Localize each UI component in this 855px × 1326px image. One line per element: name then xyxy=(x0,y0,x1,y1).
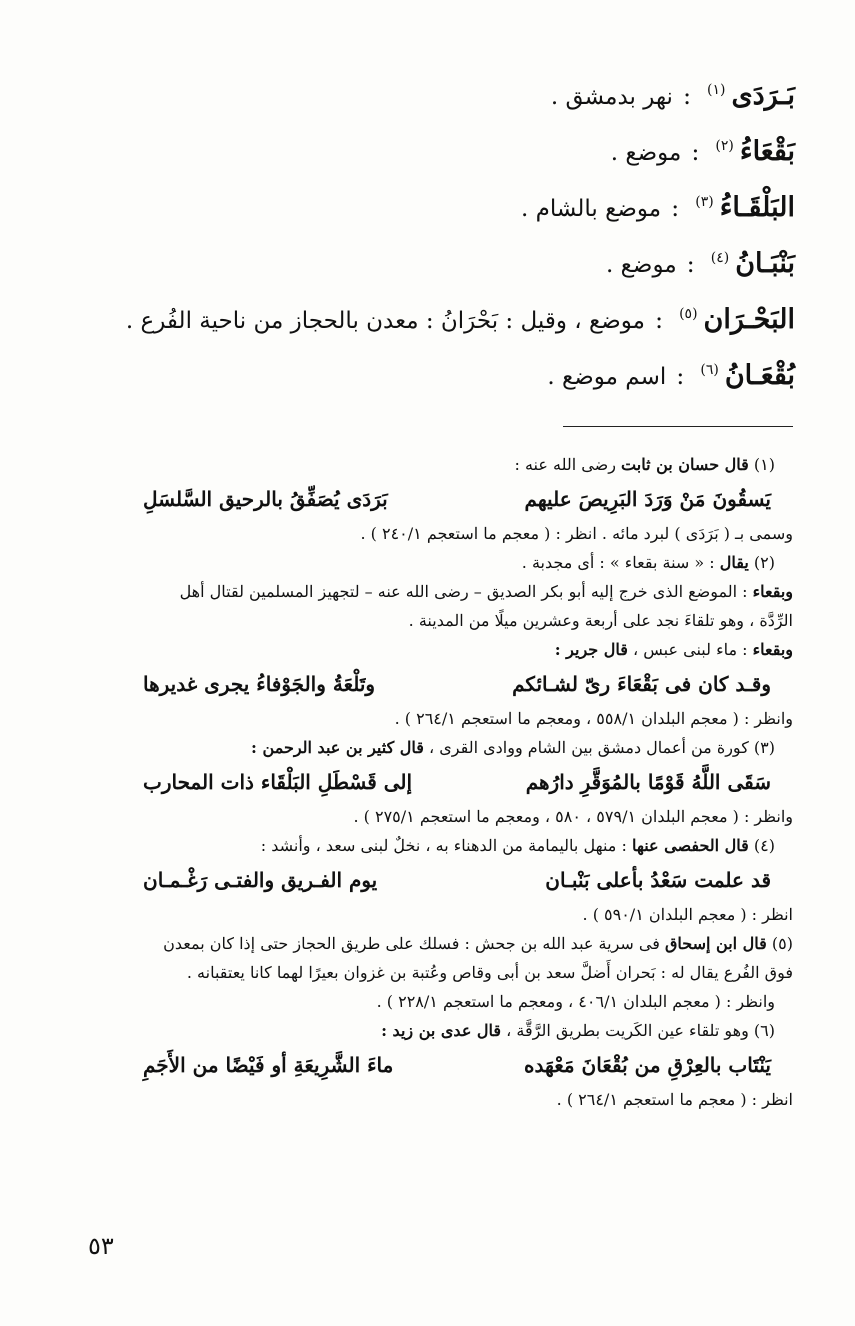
footnote-label: وبقعاء xyxy=(752,640,793,659)
entry-term: بَـرَدَى xyxy=(731,80,795,111)
verse-second-hemistich: وتَلْعَةُ والجَوْفاءُ يجرى غديرها xyxy=(143,672,376,696)
footnote-text: وهو تلقاء عين الكَريت بطريق الرَّقَّة ، xyxy=(506,1021,749,1040)
footnote-5-line1 xyxy=(73,929,793,958)
entry-term: بُقْعَـانُ xyxy=(724,360,795,391)
footnote-text: : منهل باليمامة من الدهناء به ، نخلٌ لبنى سعد ، وأنشد : xyxy=(260,836,627,855)
entry-definition: اسم موضع . xyxy=(547,364,667,390)
footnote-4-verse xyxy=(73,860,793,900)
footnote-separator xyxy=(563,426,793,427)
entry-buqaan xyxy=(55,360,795,416)
footnote-4-intro xyxy=(73,831,793,860)
verse-first-hemistich: وقـد كان فى بَقْعَاءَ رىّ لشـائكم xyxy=(512,672,771,696)
footnote-number: (٢) xyxy=(753,553,775,572)
entry-definition: موضع . xyxy=(610,140,682,166)
entry-barada xyxy=(55,80,795,136)
footnote-ref: (٤) xyxy=(710,250,730,266)
footnote-2-baqaa-line1 xyxy=(73,577,793,606)
entry-baqaa xyxy=(55,136,795,192)
footnote-number: (٦) xyxy=(753,1021,775,1040)
entry-term: بَنْبَـانُ xyxy=(735,248,795,279)
footnote-6-ref: انظر : ( معجم ما استعجم ٢٦٤/١ ) . xyxy=(556,1090,793,1109)
entry-colon: : xyxy=(654,306,664,334)
footnote-4-ref: انظر : ( معجم البلدان ٥٩٠/١ ) . xyxy=(582,905,793,924)
entry-banban xyxy=(55,248,795,304)
footnote-label: وبقعاء xyxy=(752,582,793,601)
footnote-6-intro xyxy=(73,1016,793,1045)
footnote-text: رضى الله عنه : xyxy=(514,455,616,474)
entry-colon: : xyxy=(676,362,685,390)
footnote-2-baqaa-water xyxy=(73,635,793,664)
entry-term: البَلْقَـاءُ xyxy=(719,192,795,223)
entry-colon: : xyxy=(691,138,700,166)
footnote-ref: (٥) xyxy=(679,306,698,322)
footnote-number: (٥) xyxy=(771,934,793,953)
entry-definition: موضع ، وقيل : بَحْرَانُ : معدن بالحجاز من ناحية الفُرع . xyxy=(125,308,645,334)
footnote-1-verse xyxy=(73,479,793,519)
footnote-6-verse xyxy=(73,1045,793,1085)
footnote-text: : « سنة بقعاء » : أى مجدبة . xyxy=(521,553,715,572)
entry-term: بَقْعَاءُ xyxy=(739,136,795,167)
footnote-text: : الموضع الذى خرج إليه أبو بكر الصديق – رضى الله عنه – لتجهيز المسلمين لقتال أهل xyxy=(179,582,748,601)
entry-definition: موضع . xyxy=(606,252,677,278)
entry-colon: : xyxy=(686,250,695,278)
page-number: ٥٣ xyxy=(88,1232,114,1260)
entry-definition: نهر بدمشق . xyxy=(550,84,673,110)
entry-colon: : xyxy=(671,194,680,222)
footnote-ref: (٢) xyxy=(715,138,734,154)
footnote-1-ref: وسمى بـ ( بَرَدَى ) لبرد مائه . انظر : ( معجم ما استعجم ٢٤٠/١ ) . xyxy=(360,524,793,543)
footnote-text: فى سرية عبد الله بن جحش : فسلك على طريق الحجاز حتى إذا كان بمعدن xyxy=(163,934,660,953)
footnotes xyxy=(73,450,793,1114)
entry-definition: موضع بالشام . xyxy=(521,196,662,222)
footnote-speaker: قال ابن إسحاق xyxy=(664,934,767,953)
footnote-2-ref: وانظر : ( معجم البلدان ٥٥٨/١ ، ومعجم ما استعجم ٢٦٤/١ ) . xyxy=(394,709,793,728)
footnote-text: : ماء لبنى عبس ، xyxy=(633,640,748,659)
footnote-3-verse xyxy=(73,762,793,802)
footnote-5-ref: وانظر : ( معجم البلدان ٤٠٦/١ ، ومعجم ما استعجم ٢٢٨/١ ) . xyxy=(376,992,775,1011)
footnote-speaker: يقال xyxy=(719,553,749,572)
footnote-3-intro xyxy=(73,733,793,762)
footnote-1-intro xyxy=(73,450,793,479)
entry-bahran xyxy=(55,304,795,360)
verse-second-hemistich: بَرَدَى يُصَفِّقُ بالرحيق السَّلسَلِ xyxy=(143,487,388,511)
footnote-speaker: قال كثير بن عبد الرحمن : xyxy=(251,738,424,757)
verse-first-hemistich: سَقَى اللَّهُ قَوْمًا بالمُوَقَّرِ دارُهم xyxy=(525,770,771,794)
footnote-text: كورة من أعمال دمشق بين الشام ووادى القرى ، xyxy=(429,738,749,757)
entry-colon: : xyxy=(682,82,692,110)
footnote-speaker: قال حسان بن ثابت xyxy=(621,455,749,474)
footnote-ref: (٦) xyxy=(700,362,719,378)
footnote-ref: (١) xyxy=(707,82,726,98)
footnote-number: (٣) xyxy=(753,738,775,757)
footnote-2-verse xyxy=(73,664,793,704)
footnote-speaker: قال الحفصى عنها xyxy=(631,836,749,855)
verse-second-hemistich: ماءَ الشَّرِيعَةِ أو فَيْضًا من الأَجَمِ xyxy=(143,1053,394,1077)
footnote-number: (٤) xyxy=(753,836,775,855)
verse-first-hemistich: يَسقُونَ مَنْ وَرَدَ البَرِيصَ عليهم xyxy=(524,487,771,511)
verse-first-hemistich: قد علمت سَعْدُ بأعلى بَنْبـان xyxy=(545,868,771,892)
verse-second-hemistich: يوم الفـريق والفتـى رَغْـمـان xyxy=(143,868,378,892)
entry-term: البَحْـرَان xyxy=(703,304,795,335)
entry-balqaa xyxy=(55,192,795,248)
footnote-ref: (٣) xyxy=(695,194,714,210)
footnote-3-ref: وانظر : ( معجم البلدان ٥٧٩/١ ، ٥٨٠ ، ومعجم ما استعجم ٢٧٥/١ ) . xyxy=(353,807,793,826)
footnote-speaker: قال عدى بن زيد : xyxy=(381,1021,502,1040)
footnote-2-baqaa-line2: الرِّدَّة ، وهو تلقاءَ نجد على أربعة وعشرين ميلًا من المدينة . xyxy=(408,611,793,630)
verse-second-hemistich: إلى قَسْطَلِ البَلْقَاء ذات المحارب xyxy=(143,770,413,794)
entries-list xyxy=(55,80,795,416)
footnote-number: (١) xyxy=(753,455,775,474)
footnote-5-line2: فوق الفُرع يقال له : بَحران أَضلَّ سعد بن أبى وقاص وعُتبة بن غزوان بعيرًا لهما كانا يعتقبانه . xyxy=(186,963,793,982)
verse-first-hemistich: يَنْتَاب بالعِرْقِ من بُقْعَانَ مَعْهَده xyxy=(524,1053,771,1077)
footnote-2-intro xyxy=(73,548,793,577)
footnote-speaker: قال جرير : xyxy=(554,640,628,659)
